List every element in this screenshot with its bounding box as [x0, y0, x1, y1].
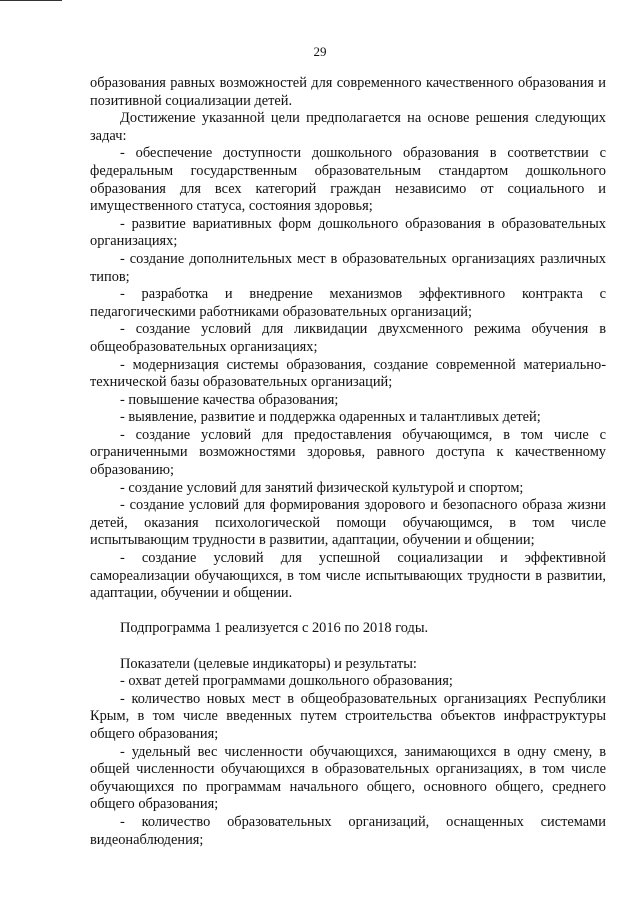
task-item: - разработка и внедрение механизмов эффективного контракта с педагогическими работниками образовательных организаций;: [90, 286, 606, 320]
task-item: - создание условий для занятий физической культурой и спортом;: [120, 479, 524, 496]
document-body: [90, 75, 606, 849]
indicator-item: - количество образовательных организаций, оснащенных системами видеонаблюдения;: [90, 813, 606, 848]
page-number: 29: [313, 44, 327, 59]
indicator-item: - количество новых мест в общеобразовательных организациях Республики Крым, в том числе введенных путем строительства объектов инфраструктуры общего образования;: [90, 690, 606, 742]
paragraph-period: Подпрограмма 1 реализуется с 2016 по 2018 годы.: [120, 620, 429, 637]
task-item: - создание условий для ликвидации двухсменного режима обучения в общеобразовательных организациях;: [90, 321, 606, 355]
indicator-item: - удельный вес численности обучающихся, занимающихся в одну смену, в общей численности обучающихся в образовательных организациях, в том числе обучающихся по программам начального общего, основного общего, среднего общего образования;: [90, 743, 606, 813]
task-item: - модернизация системы образования, создание современной материально-технической базы образовательных организаций;: [90, 356, 606, 391]
task-item: - создание условий для предоставления обучающимся, в том числе с ограниченными возможностями здоровья, равного доступа к качественному образованию;: [90, 426, 606, 479]
task-item: - обеспечение доступности дошкольного образования в соответствии с федеральным государственным образовательным стандартом дошкольного образования для всех категорий граждан независимо от социального и имущественного статуса, состояния здоровья;: [90, 145, 606, 215]
top-edge-rule: [0, 0, 62, 1]
task-item: - выявление, развитие и поддержка одаренных и талантливых детей;: [120, 409, 541, 426]
paragraph-goal-intro: Достижение указанной цели предполагается на основе решения следующих задач:: [90, 110, 606, 144]
task-item: - развитие вариативных форм дошкольного образования в образовательных организациях;: [90, 215, 606, 250]
task-item: - повышение качества образования;: [120, 391, 339, 408]
paragraph-continuation: образования равных возможностей для современного качественного образования и позитивной социализации детей.: [90, 75, 606, 109]
indicator-item: - охват детей программами дошкольного образования;: [120, 673, 453, 690]
task-item: - создание условий для успешной социализации и эффективной самореализации обучающихся, в том числе испытывающих трудности в развитии, адаптации, обучении и общении.: [90, 550, 606, 602]
task-item: - создание дополнительных мест в образовательных организациях различных типов;: [90, 250, 606, 285]
task-item: - создание условий для формирования здорового и безопасного образа жизни детей, оказания психологической помощи обучающимся, в том числе испытывающим трудности в развитии, адаптации, обучении и общении;: [90, 497, 606, 549]
paragraph-indicators-heading: Показатели (целевые индикаторы) и результаты:: [120, 655, 417, 672]
